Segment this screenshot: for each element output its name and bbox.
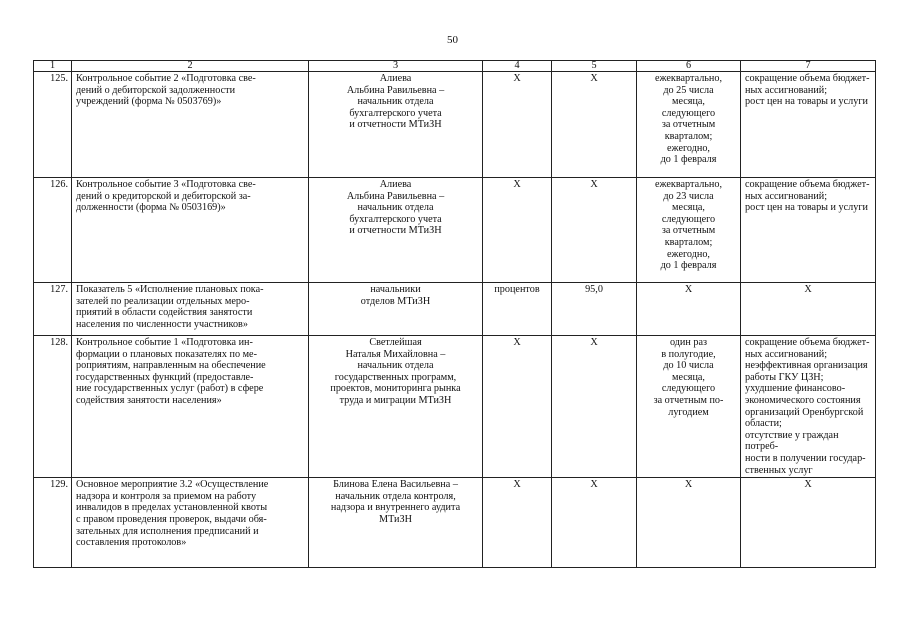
deadline-cell: ежеквартально, до 25 числа месяца, следующего за отчетным кварталом; ежегодно, до 1 февраля [637,72,741,178]
measure-name: Показатель 5 «Исполнение плановых пока- зателей по реализации отдельных меро- приятий в области содействия занятости населения по численности участников» [72,283,309,336]
risks-cell: Х [741,478,876,568]
deadline-cell: Х [637,478,741,568]
responsible-person: Алиева Альбина Равильевна – начальник отдела бухгалтерского учета и отчетности МТиЗН [309,178,483,283]
responsible-person: Светлейшая Наталья Михайловна – начальник отдела государственных программ, проектов, мониторинга рынка труда и миграции МТиЗН [309,336,483,478]
responsible-person: Алиева Альбина Равильевна – начальник отдела бухгалтерского учета и отчетности МТиЗН [309,72,483,178]
page-number: 50 [447,34,458,46]
unit-cell: Х [483,478,552,568]
table-row [34,283,876,336]
row-number: 126. [34,178,72,283]
header-cell: 4 [483,61,552,72]
header-cell: 7 [741,61,876,72]
table-row [34,478,876,568]
value-cell: Х [552,72,637,178]
responsible-person: Блинова Елена Васильевна – начальник отдела контроля, надзора и внутреннего аудита МТиЗН [309,478,483,568]
risks-cell: сокращение объема бюджет- ных ассигнований; рост цен на товары и услуги [741,72,876,178]
risks-cell: сокращение объема бюджет- ных ассигнований; неэффективная организация работы ГКУ ЦЗН; ухудшение финансово- экономического состояния организаций Оренбургской области; отсутствие у граждан потреб- ности в получении государ- ственных услуг [741,336,876,478]
measure-name: Контрольное событие 3 «Подготовка све- дений о кредиторской и дебиторской за- долженности (форма № 0503169)» [72,178,309,283]
row-number: 128. [34,336,72,478]
table-header-row [34,61,876,72]
measure-name: Контрольное событие 2 «Подготовка све- дений о дебиторской задолженности учреждений (форма № 0503769)» [72,72,309,178]
unit-cell: Х [483,72,552,178]
value-cell: 95,0 [552,283,637,336]
risks-cell: сокращение объема бюджет- ных ассигнований; рост цен на товары и услуги [741,178,876,283]
deadline-cell: Х [637,283,741,336]
table-row [34,336,876,478]
unit-cell: Х [483,178,552,283]
row-number: 125. [34,72,72,178]
row-number: 129. [34,478,72,568]
deadline-cell: один раз в полугодие, до 10 числа месяца, следующего за отчетным по- лугодием [637,336,741,478]
value-cell: Х [552,336,637,478]
table-row [34,72,876,178]
header-cell: 2 [72,61,309,72]
unit-cell: Х [483,336,552,478]
measures-table [33,60,876,568]
header-cell: 5 [552,61,637,72]
row-number: 127. [34,283,72,336]
header-cell: 6 [637,61,741,72]
risks-cell: Х [741,283,876,336]
table-row [34,178,876,283]
responsible-person: начальники отделов МТиЗН [309,283,483,336]
deadline-cell: ежеквартально, до 23 числа месяца, следующего за отчетным кварталом; ежегодно, до 1 февраля [637,178,741,283]
value-cell: Х [552,178,637,283]
measure-name: Контрольное событие 1 «Подготовка ин- формации о плановых показателях по ме- роприятиям, направленным на обеспечение государственных функций (предоставле- ние государственных услуг (работ) в сфере содействия занятости населения» [72,336,309,478]
header-cell: 3 [309,61,483,72]
value-cell: Х [552,478,637,568]
measure-name: Основное мероприятие 3.2 «Осуществление надзора и контроля за приемом на работу инвалидов в пределах установленной квоты с правом проведения проверок, выдачи обя- зательных для исполнения предписаний и составления протоколов» [72,478,309,568]
unit-cell: процентов [483,283,552,336]
header-cell: 1 [34,61,72,72]
